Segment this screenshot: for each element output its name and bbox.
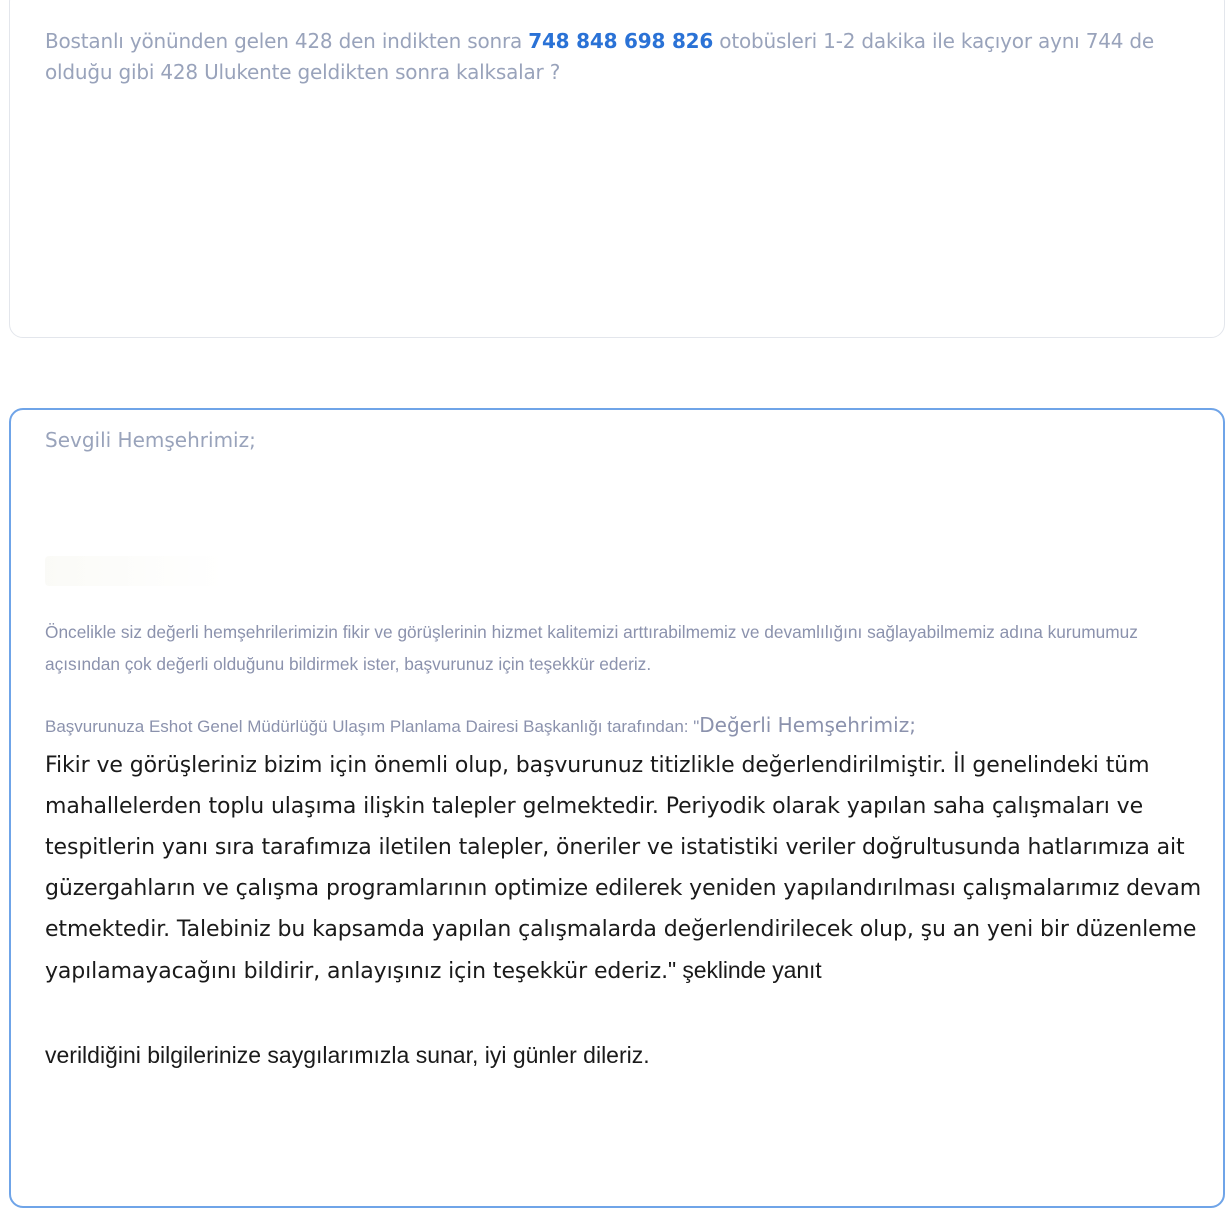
answer-body-tail: " şeklinde yanıt — [668, 957, 822, 983]
answer-body-text: Fikir ve görüşleriniz bizim için önemli olup, başvurunuz titizlikle değerlendirilmiştir. İl genelindeki tüm mahallelerden toplu ulaşıma ilişkin talepler gelmektedir. Periyodik olarak yapılan saha çalışmaları ve tespitlerin yanı sıra tarafımıza iletilen talepler, öneriler ve istatistiki veriler doğrultusunda hatlarımıza ait güzergahların ve çalışma programlarının optimize edilerek yeniden yapılandırılması çalışmalarımız devam etmektedir. Talebiniz bu kapsamda yapılan çalışmalarda değerlendirilecek olup, şu an yeni bir düzenleme yapılamayacağını bildirir, anlayışınız için teşekkür ederiz. — [45, 753, 1202, 984]
answer-intro: Öncelikle siz değerli hemşehrilerimizin fikir ve görüşlerinin hizmet kalitemizi arttırabilmemiz ve devamlılığını sağlayabilmemiz adına kurumumuz açısından çok değerli olduğunu bildirmek ister, başvurunuz için teşekkür ederiz. — [45, 622, 1138, 674]
process-line-salutation: Değerli Hemşehrimiz; — [699, 713, 916, 737]
question-text-start: Bostanlı yönünden gelen 428 den indikten sonra — [45, 29, 529, 53]
question-text-end: otobüsleri 1-2 dakika ile kaçıyor aynı 744 de olduğu gibi 428 Ulukente geldikten sonra kalksalar ? — [45, 29, 1155, 84]
answer-body — [45, 745, 1205, 992]
question-text — [45, 26, 1205, 88]
process-line-source: Başvurunuza Eshot Genel Müdürlüğü Ulaşım Planlama Dairesi Başkanlığı tarafından: " — [45, 717, 700, 736]
answer-closing: verildiğini bilgilerinize saygılarımızla sunar, iyi günler dileriz. — [45, 1042, 650, 1068]
bus-numbers-highlight: 748 848 698 826 — [528, 29, 714, 53]
answer-process-line — [45, 713, 1205, 737]
faint-smudge — [45, 556, 225, 586]
answer-greeting: Sevgili Hemşehrimiz; — [45, 428, 256, 452]
